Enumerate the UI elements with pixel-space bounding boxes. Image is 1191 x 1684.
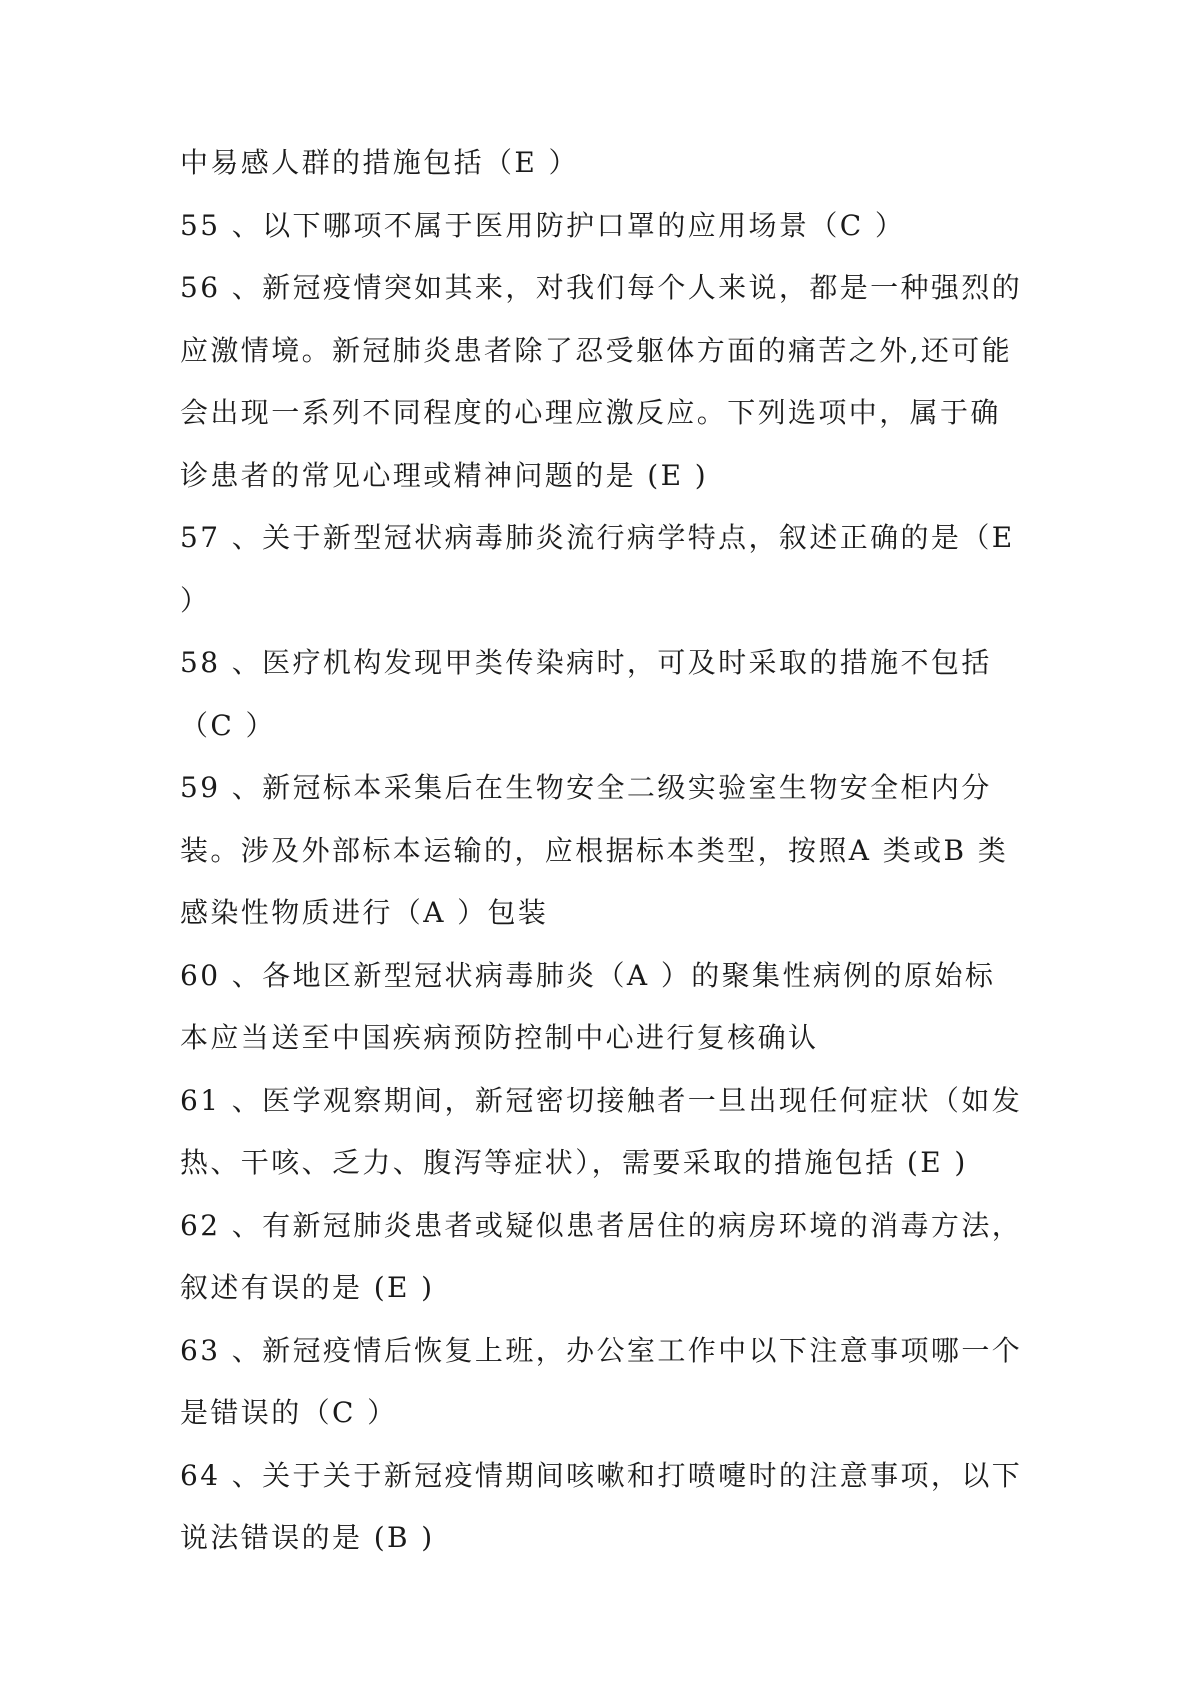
question-55: 55 、以下哪项不属于医用防护口罩的应用场景（C ） (180, 208, 906, 242)
question-56: 56 、新冠疫情突如其来，对我们每个人来说，都是一种强烈的应激情境。新冠肺炎患者除了忍受躯体方面的痛苦之外,还可能会出现一系列不同程度的心理应激反应。下列选项中，属于确诊患者的常见心理或精神问题的是 (E ) (180, 271, 1023, 492)
question-62: 62 、有新冠肺炎患者或疑似患者居住的病房环境的消毒方法，叙述有误的是 (E ) (180, 1208, 1023, 1304)
question-60: 60 、各地区新型冠状病毒肺炎（A ）的聚集性病例的原始标本应当送至中国疾病预防控制中心进行复核确认 (180, 958, 996, 1054)
question-61: 61 、医学观察期间，新冠密切接触者一旦出现任何症状（如发热、干咳、乏力、腹泻等症状），需要采取的措施包括 (E ) (180, 1083, 1023, 1179)
question-57: 57 、关于新型冠状病毒肺炎流行病学特点，叙述正确的是（E ） (180, 521, 1015, 617)
question-59: 59 、新冠标本采集后在生物安全二级实验室生物安全柜内分装。涉及外部标本运输的，应根据标本类型，按照A 类或B 类感染性物质进行（A ）包装 (180, 771, 1009, 929)
question-54-tail: 中易感人群的措施包括（E ） (180, 146, 579, 179)
question-64: 64 、关于关于新冠疫情期间咳嗽和打喷嚏时的注意事项，以下说法错误的是 (B ) (180, 1458, 1023, 1554)
document-body (180, 132, 1025, 1570)
question-58: 58 、医疗机构发现甲类传染病时，可及时采取的措施不包括（C ） (180, 646, 992, 742)
question-63: 63 、新冠疫情后恢复上班，办公室工作中以下注意事项哪一个是错误的（C ） (180, 1333, 1023, 1429)
